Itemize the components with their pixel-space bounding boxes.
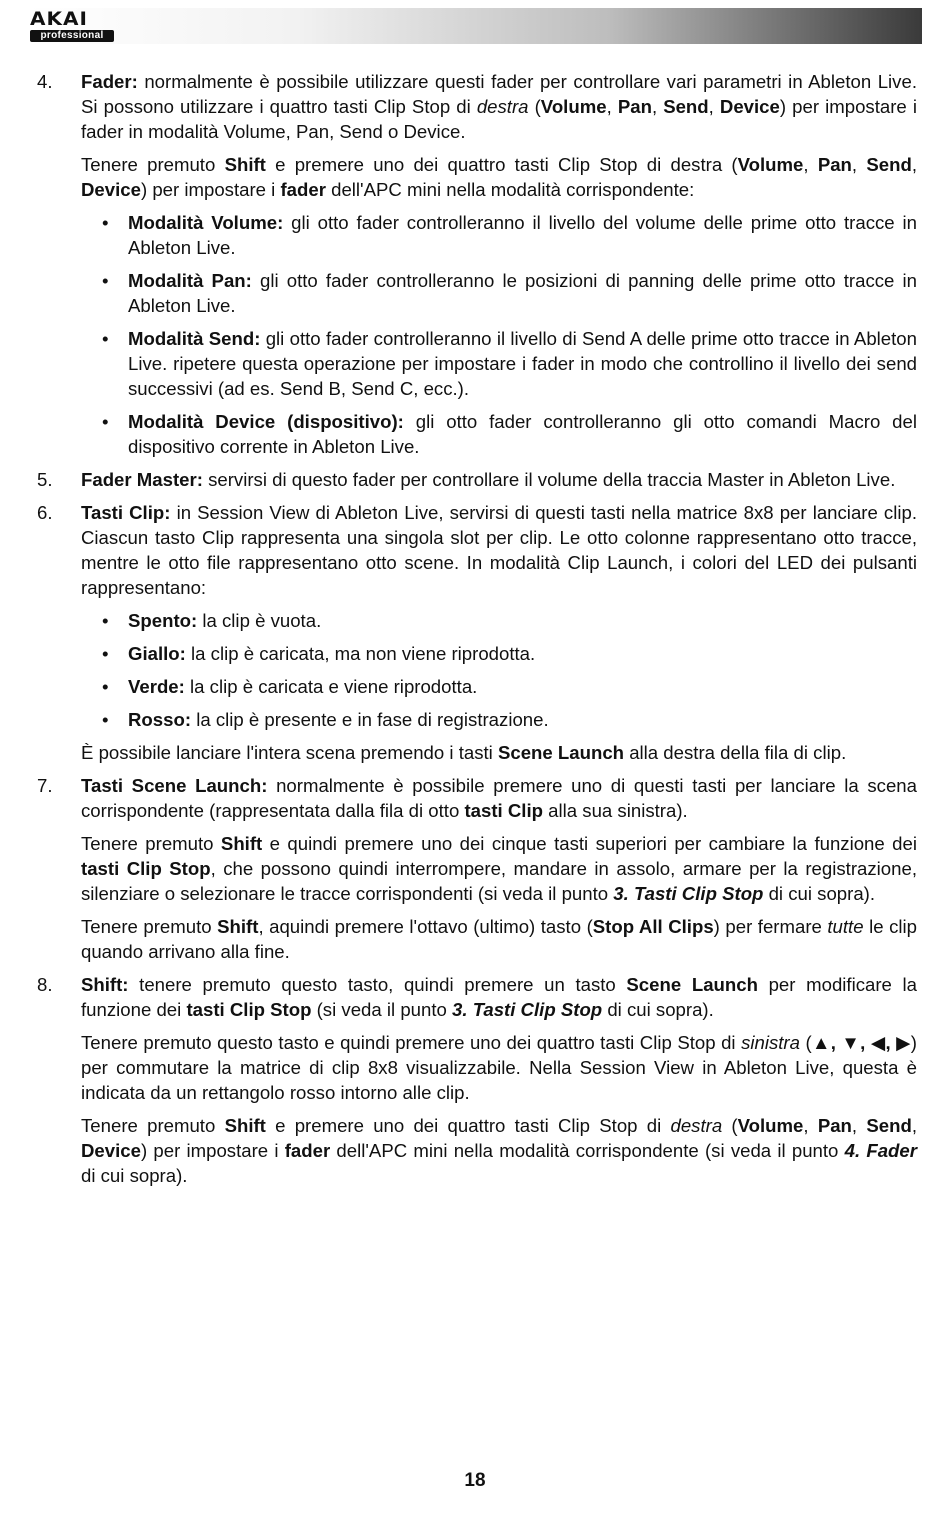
text: , che possono quindi interrompere, mandare in assolo, armare per la registrazione, silenziare o selezionare le tracce corrispondenti (si veda il punto (81, 858, 917, 904)
text: le clip quando arrivano alla fine. (81, 916, 917, 962)
bullet-label: Giallo: (128, 643, 186, 664)
list-item-4 (37, 69, 917, 459)
bullet-dot: • (102, 643, 109, 664)
text: ) per impostare i (140, 179, 281, 200)
text: , (911, 154, 917, 175)
paragraph (81, 500, 917, 600)
bullet-label: Verde: (128, 676, 185, 697)
text: di cui sopra). (602, 999, 714, 1020)
bullet-item (81, 268, 917, 318)
bullet-dot: • (102, 709, 109, 730)
text-bold: Send (866, 1115, 912, 1136)
bullet-label: Modalità Send: (128, 328, 261, 349)
text: ( (799, 1032, 812, 1053)
item-number: 5. (37, 469, 53, 490)
item-title: Shift: (81, 974, 129, 995)
bullet-label: Modalità Pan: (128, 270, 252, 291)
bullet-dot: • (102, 676, 109, 697)
bullet-dot: • (102, 270, 109, 291)
logo-wordmark: AKAI (30, 7, 88, 30)
item-number: 8. (37, 974, 53, 995)
text: ) per impostare i fader in modalità Volume, Pan, Send o Device. (81, 96, 917, 142)
text: Tenere premuto (81, 833, 221, 854)
bullet-item (81, 210, 917, 260)
text: , (708, 96, 720, 117)
item-title: Fader: (81, 71, 138, 92)
text-bold: Shift (224, 1115, 266, 1136)
arrow-symbols: ▲, ▼, ◀, ▶ (811, 1032, 911, 1053)
text-bold: Scene Launch (626, 974, 758, 995)
text: e premere uno dei quattro tasti Clip Stop di destra ( (265, 154, 738, 175)
text: , (606, 96, 618, 117)
bullet-label: Modalità Device (dispositivo): (128, 411, 404, 432)
item-number: 7. (37, 775, 53, 796)
text: È possibile lanciare l'intera scena premendo i tasti (81, 742, 498, 763)
text: , aquindi premere l'ottavo (ultimo) tasto ( (258, 916, 593, 937)
text: , (911, 1115, 917, 1136)
text: Tenere premuto (81, 916, 218, 937)
paragraph (81, 740, 917, 765)
text: , (651, 96, 664, 117)
text-bold: Scene Launch (497, 742, 625, 763)
text-bold: Pan (817, 1115, 852, 1136)
text-italic: sinistra (741, 1032, 800, 1053)
text: di cui sopra). (81, 1165, 188, 1186)
bullet-list (81, 210, 917, 459)
text-bold: fader (280, 179, 326, 200)
paragraph (81, 914, 917, 964)
paragraph (81, 69, 917, 144)
text-bold: Device (81, 179, 141, 200)
bullet-dot: • (102, 610, 109, 631)
item-number: 6. (37, 502, 53, 523)
text: (si veda il punto (311, 999, 453, 1020)
paragraph (81, 773, 917, 823)
bullet-text: gli otto fader controlleranno il livello di Send A delle prime otto tracce in Ableton Live. ripetere questa operazione per impostare i fader in modo che controllino il livello dei send successivi (ad es. Send B, Send C, ecc.). (128, 328, 917, 399)
text: ( (528, 96, 541, 117)
item-title: Tasti Clip: (81, 502, 171, 523)
text: servirsi di questo fader per controllare il volume della traccia Master in Ableton Live. (202, 469, 896, 490)
item-number: 4. (37, 71, 53, 92)
text: e quindi premere uno dei cinque tasti superiori per cambiare la funzione dei (262, 833, 917, 854)
bullet-item (81, 326, 917, 401)
list-item-8 (37, 972, 917, 1188)
logo-subtitle: professional (30, 30, 114, 42)
paragraph (81, 1113, 917, 1188)
text: Tenere premuto questo tasto e quindi premere uno dei quattro tasti Clip Stop di (81, 1032, 742, 1053)
text-bold: tasti Clip (464, 800, 543, 821)
text: , (851, 154, 867, 175)
paragraph (81, 1030, 917, 1105)
text-bold: Pan (617, 96, 652, 117)
bullet-item (81, 641, 917, 666)
text: ) per fermare (713, 916, 828, 937)
text-bold: tasti Clip Stop (81, 858, 211, 879)
text-bold: Volume (540, 96, 607, 117)
text: normalmente è possibile premere uno di questi tasti per lanciare la scena corrispondente (rappresentata dalla fila di otto (81, 775, 917, 821)
bullet-text: la clip è presente e in fase di registrazione. (191, 709, 549, 730)
manual-content (37, 69, 917, 1196)
akai-professional-logo (30, 7, 114, 42)
text-bold: Shift (224, 154, 266, 175)
paragraph (81, 467, 917, 492)
text-bold: Send (866, 154, 912, 175)
text: e premere uno dei quattro tasti Clip Stop di (265, 1115, 671, 1136)
text: alla sua sinistra). (543, 800, 688, 821)
text-bold: tasti Clip Stop (186, 999, 312, 1020)
text-italic: destra (476, 96, 529, 117)
bullet-text: la clip è caricata, ma non viene riprodotta. (185, 643, 536, 664)
text: dell'APC mini nella modalità corrispondente: (325, 179, 695, 200)
paragraph (81, 831, 917, 906)
item-title: Fader Master: (81, 469, 203, 490)
bullet-item (81, 409, 917, 459)
text: ) per impostare i (140, 1140, 285, 1161)
text: di cui sopra). (763, 883, 876, 904)
text: Tenere premuto (81, 154, 225, 175)
text-italic: tutte (827, 916, 864, 937)
bullet-text: la clip è caricata e viene riprodotta. (184, 676, 478, 697)
text-bold: Device (81, 1140, 141, 1161)
text-bold-italic: 3. Tasti Clip Stop (452, 999, 603, 1020)
text-bold: Pan (817, 154, 852, 175)
text: Tenere premuto (81, 1115, 225, 1136)
text-bold: Stop All Clips (592, 916, 714, 937)
bullet-text: gli otto fader controlleranno le posizioni di panning delle prime otto tracce in Ableton Live. (128, 270, 918, 316)
item-title: Tasti Scene Launch: (81, 775, 268, 796)
bullet-text: la clip è vuota. (197, 610, 322, 631)
text: alla destra della fila di clip. (624, 742, 847, 763)
text: per modificare la funzione dei (81, 974, 917, 1020)
text: in Session View di Ableton Live, servirsi di questi tasti nella matrice 8x8 per lanciare clip. Ciascun tasto Clip rappresenta una singola slot per clip. Le otto colonne rappresentano otto tracce, mentre le otto file rappresentano otto scene. In modalità Clip Launch, i colori del LED dei pulsanti rappresentano: (81, 502, 917, 598)
page-number: 18 (464, 1470, 486, 1491)
text-bold: Send (663, 96, 709, 117)
text-italic: destra (670, 1115, 723, 1136)
paragraph (81, 972, 917, 1022)
bullet-label: Spento: (128, 610, 198, 631)
bullet-list (81, 608, 917, 732)
bullet-dot: • (102, 328, 109, 349)
text-bold-italic: 4. Fader (844, 1140, 917, 1161)
text: ) per commutare la matrice di clip 8x8 visualizzabile. Nella Session View in Ableton Live, questa è indicata da un rettangolo rosso intorno alle clip. (81, 1032, 917, 1103)
list-item-7 (37, 773, 917, 964)
text-bold: Volume (737, 154, 804, 175)
bullet-dot: • (102, 212, 109, 233)
bullet-item (81, 608, 917, 633)
text: tenere premuto questo tasto, quindi premere un tasto (128, 974, 627, 995)
text: , (803, 154, 818, 175)
bullet-text: gli otto fader controlleranno gli otto comandi Macro del dispositivo corrente in Ableton Live. (128, 411, 917, 457)
list-item-5 (37, 467, 917, 492)
text-bold: fader (284, 1140, 331, 1161)
bullet-label: Modalità Volume: (128, 212, 284, 233)
paragraph (81, 152, 917, 202)
text: , (803, 1115, 818, 1136)
bullet-dot: • (102, 411, 109, 432)
text: ( (722, 1115, 738, 1136)
text-bold: Device (719, 96, 780, 117)
header-gradient-bar (28, 8, 922, 44)
text-bold-italic: 3. Tasti Clip Stop (613, 883, 764, 904)
text-bold: Shift (217, 916, 259, 937)
text-bold: Volume (737, 1115, 804, 1136)
text: , (851, 1115, 867, 1136)
text-bold: Shift (220, 833, 263, 854)
bullet-label: Rosso: (128, 709, 192, 730)
bullet-item (81, 707, 917, 732)
bullet-item (81, 674, 917, 699)
list-item-6 (37, 500, 917, 765)
text: dell'APC mini nella modalità corrispondente (si veda il punto (330, 1140, 845, 1161)
bullet-text: gli otto fader controlleranno il livello del volume delle prime otto tracce in Ableton Live. (128, 212, 917, 258)
text: normalmente è possibile utilizzare questi fader per controllare vari parametri in Ableton Live. Si possono utilizzare i quattro tasti Clip Stop di (81, 71, 917, 117)
